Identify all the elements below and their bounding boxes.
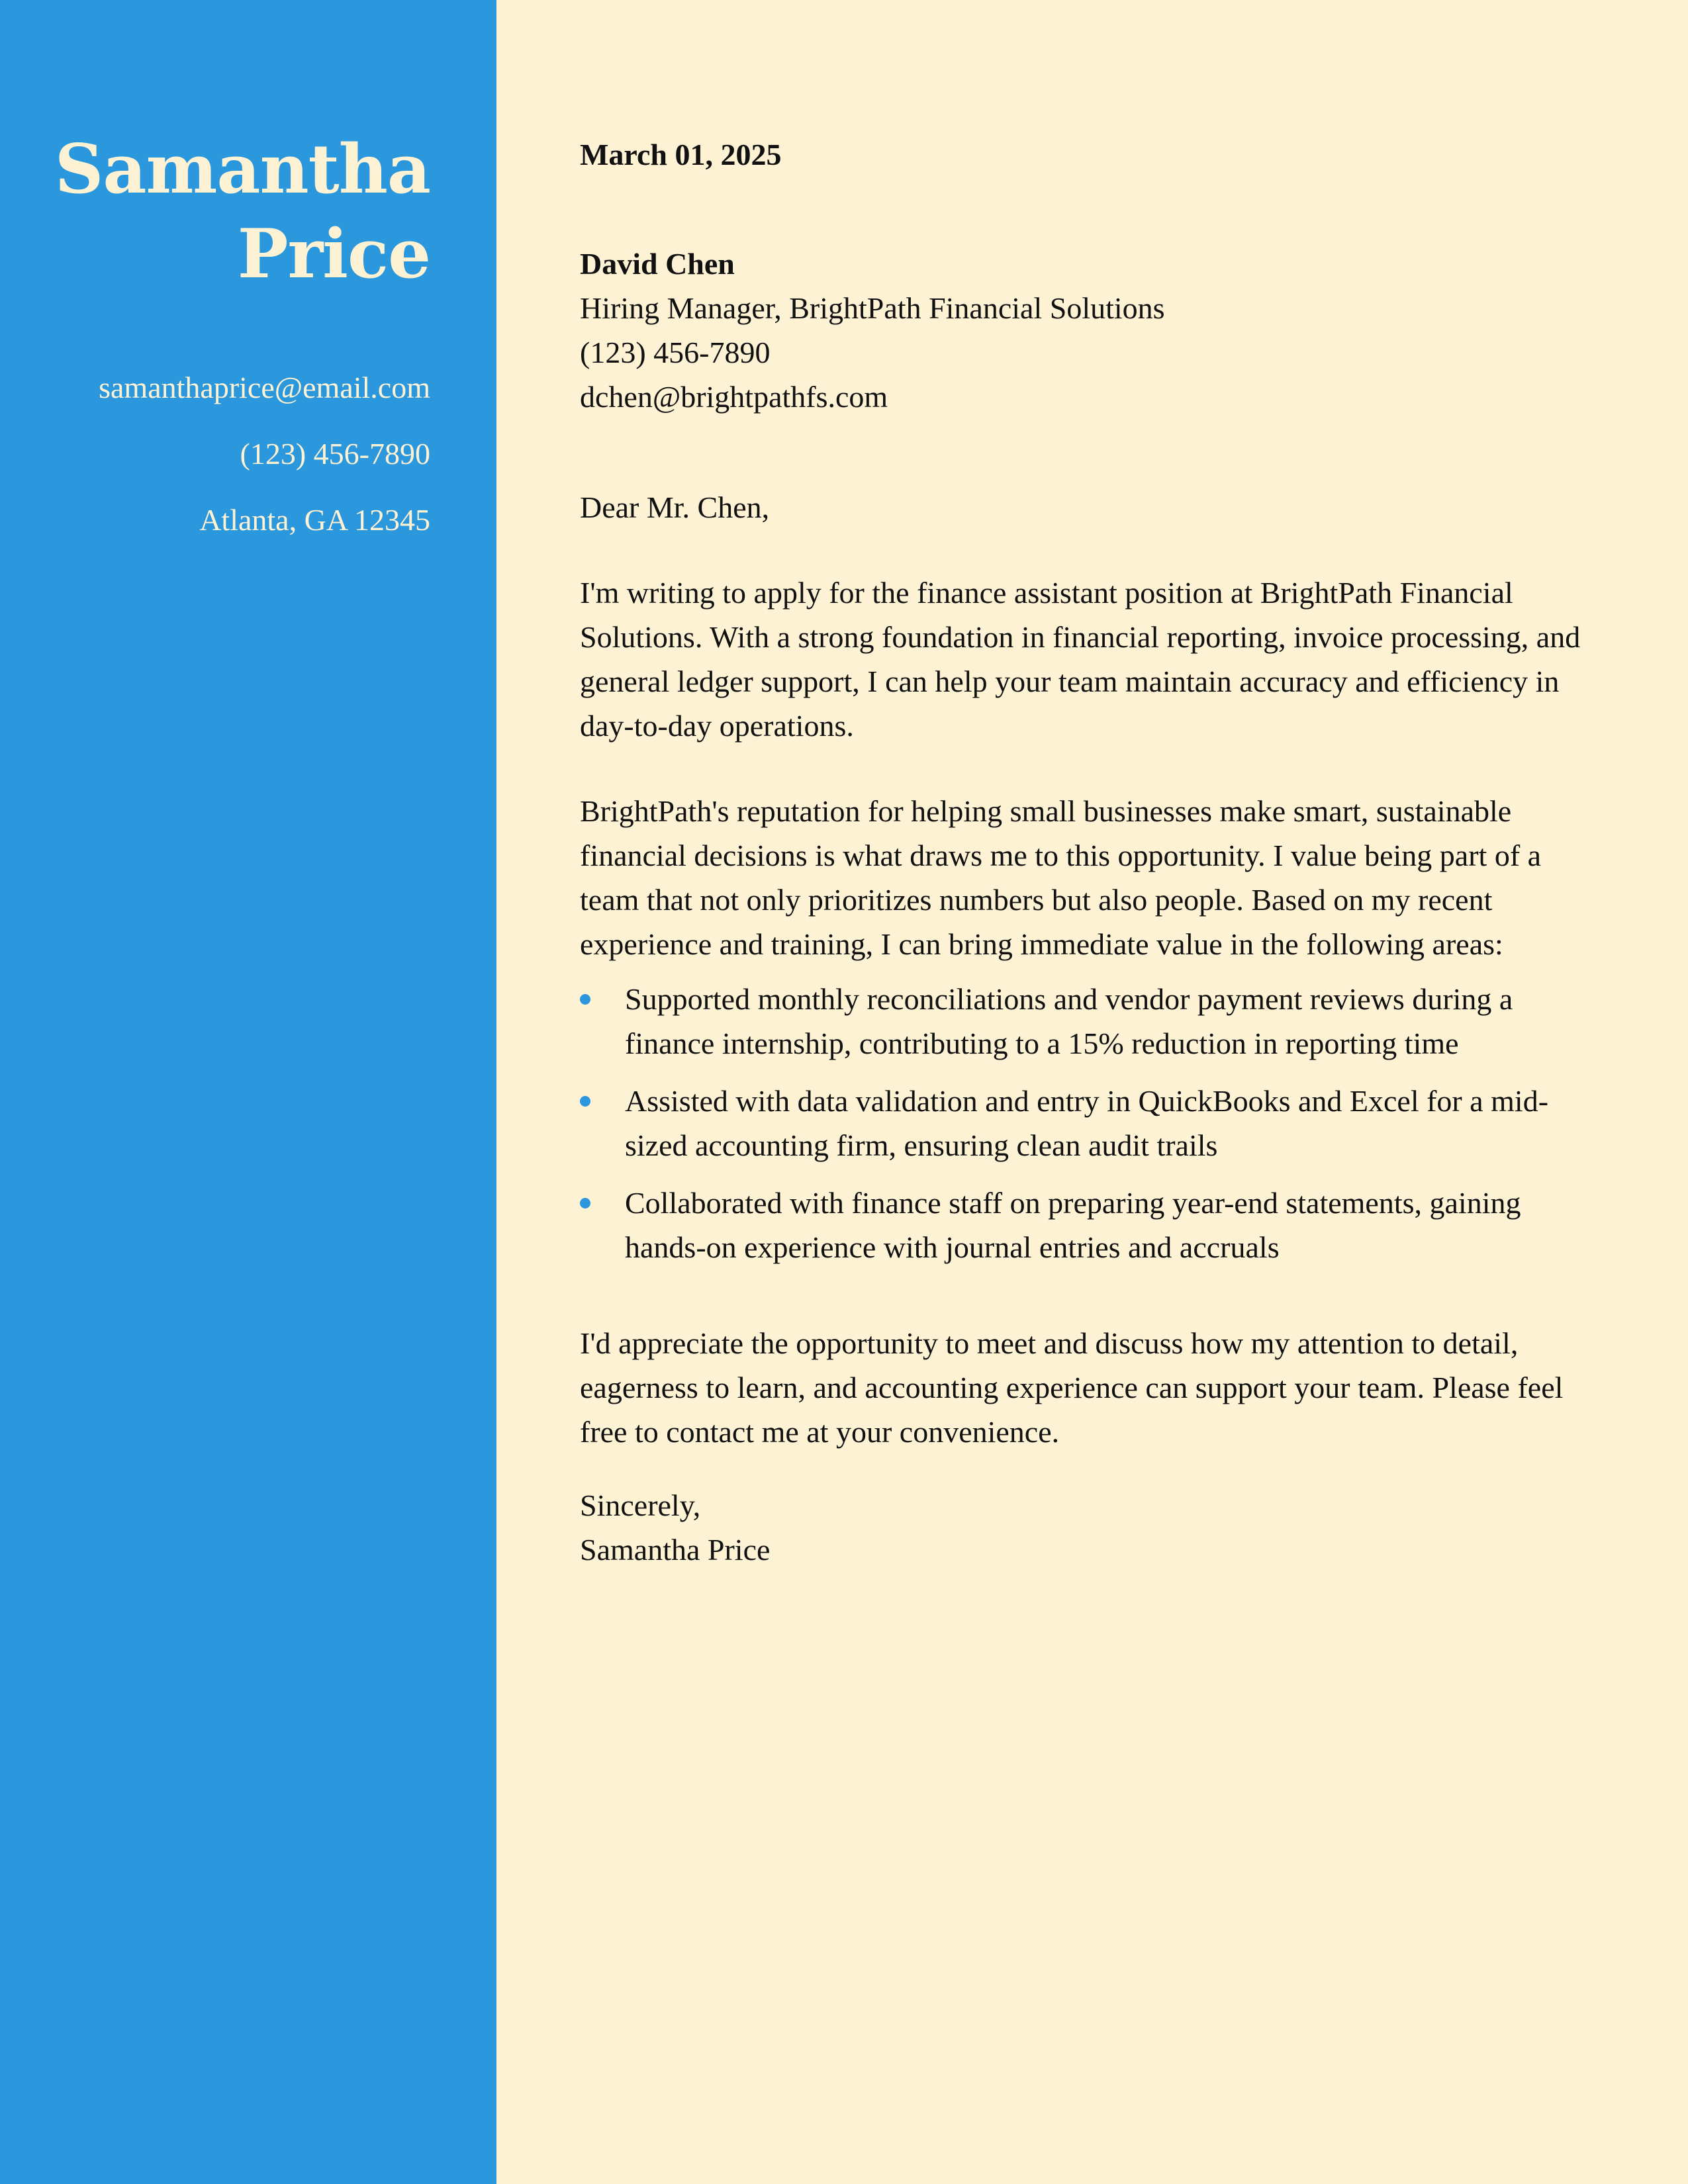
bullet-text: Assisted with data validation and entry in QuickBooks and Excel for a mid-sized accounting firm, ensuring clean audit trails bbox=[625, 1084, 1549, 1162]
recipient-name: David Chen bbox=[580, 247, 735, 281]
greeting: Dear Mr. Chen, bbox=[580, 490, 770, 524]
paragraph: BrightPath's reputation for helping small businesses make smart, sustainable financial decisions is what draws me to this opportunity. I value being part of a team that not only prioritizes numbers but also people. Based on my recent experience and training, I can bring immediate value in the following areas: bbox=[580, 794, 1542, 961]
bullet-item bbox=[580, 977, 1599, 1066]
sender-last-name: Price bbox=[237, 214, 430, 294]
sidebar bbox=[0, 0, 496, 2184]
letter-date: March 01, 2025 bbox=[580, 138, 782, 171]
sender-email: samanthaprice@email.com bbox=[99, 371, 430, 404]
paragraph: I'm writing to apply for the finance assistant position at BrightPath Financial Solutions. With a strong foundation in financial reporting, invoice processing, and general ledger support, I can help your team maintain accuracy and efficiency in day-to-day operations. bbox=[580, 576, 1581, 743]
bullet-item bbox=[580, 1181, 1599, 1269]
letter-body bbox=[580, 132, 1599, 1572]
bullet-dot-icon bbox=[580, 1096, 590, 1107]
signature: Samantha Price bbox=[580, 1533, 771, 1567]
bullet-list bbox=[580, 977, 1599, 1269]
closing-paragraph: I'd appreciate the opportunity to meet and discuss how my attention to detail, eagerness to learn, and accounting experience can support your team. Please feel free to contact me at your convenience. bbox=[580, 1326, 1564, 1449]
sender-location: Atlanta, GA 12345 bbox=[199, 503, 430, 537]
recipient-email: dchen@brightpathfs.com bbox=[580, 380, 888, 414]
bullet-item bbox=[580, 1079, 1599, 1167]
bullet-dot-icon bbox=[580, 1198, 590, 1208]
recipient-title: Hiring Manager, BrightPath Financial Solutions bbox=[580, 291, 1165, 325]
bullet-text: Supported monthly reconciliations and vendor payment reviews during a finance internship, contributing to a 15% reduction in reporting time bbox=[625, 982, 1513, 1060]
sender-phone: (123) 456-7890 bbox=[240, 437, 430, 471]
recipient-block bbox=[580, 242, 1599, 419]
sender-name bbox=[7, 127, 430, 296]
bullet-text: Collaborated with finance staff on preparing year-end statements, gaining hands-on experience with journal entries and accruals bbox=[625, 1186, 1521, 1264]
sender-first-name: Samantha bbox=[54, 130, 430, 209]
bullet-dot-icon bbox=[580, 994, 590, 1005]
sender-contact bbox=[7, 368, 430, 567]
signoff: Sincerely, bbox=[580, 1488, 701, 1522]
signoff-block bbox=[580, 1483, 1599, 1572]
recipient-phone: (123) 456-7890 bbox=[580, 336, 771, 369]
